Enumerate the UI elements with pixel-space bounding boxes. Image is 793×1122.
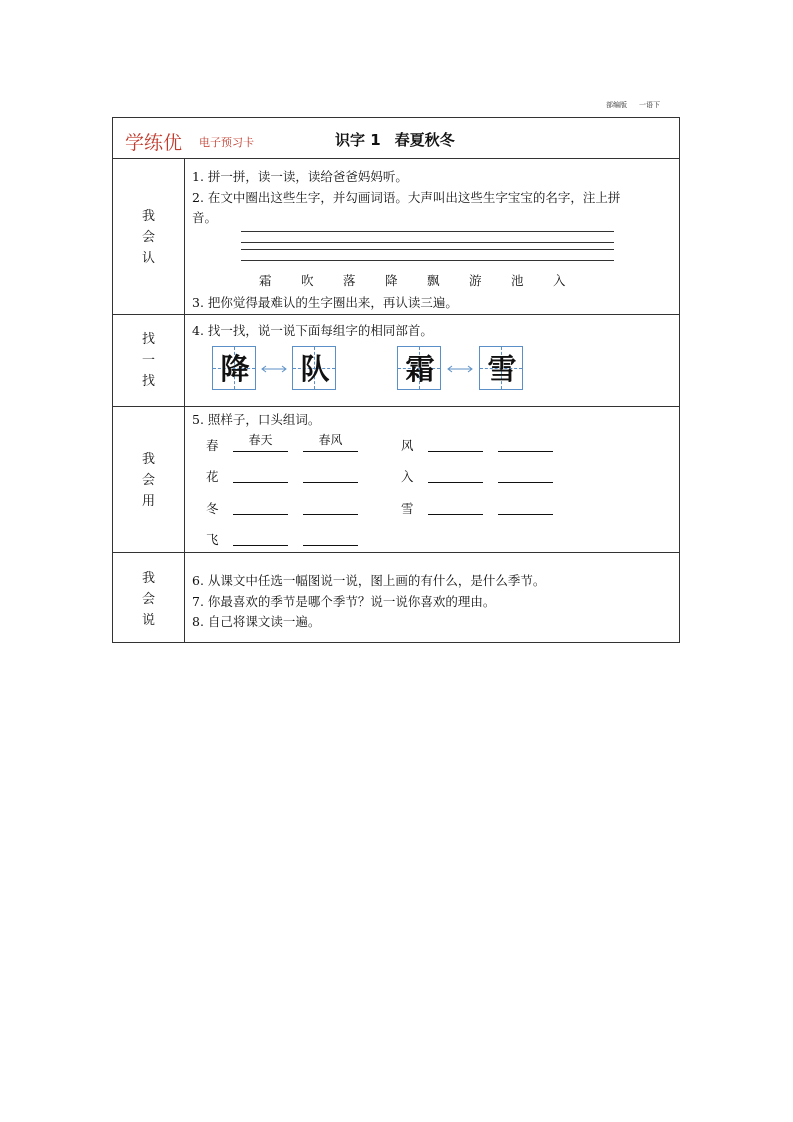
word-char: 花: [206, 469, 219, 484]
character: 落: [343, 273, 356, 288]
word-char: 春: [206, 438, 219, 453]
word-blank: [303, 496, 358, 515]
word-blank: [498, 496, 553, 515]
word-blank: [498, 433, 553, 452]
word-char: 入: [401, 469, 414, 484]
character: 游: [469, 273, 482, 288]
row-divider: [113, 158, 679, 159]
double-arrow-icon: [260, 364, 288, 374]
word-blank: [428, 464, 483, 483]
word-char: 雪: [401, 501, 414, 516]
character-grid-box: [292, 346, 336, 390]
word-char: 冬: [206, 501, 219, 516]
lesson-name: 春夏秋冬: [394, 131, 455, 149]
task-2-text: 2. 在文中圈出这些生字，并勾画词语。大声叫出这些生字宝宝的名字，注上拼: [192, 190, 621, 205]
task-8-text: 8. 自己将课文读一遍。: [192, 614, 321, 629]
word-blank: [428, 496, 483, 515]
word-blank: [233, 496, 288, 515]
word-blank: 春风: [303, 433, 358, 452]
row-divider: [113, 406, 679, 407]
section-label-find: 找 一 找: [141, 332, 155, 389]
character: 飘: [427, 273, 440, 288]
task-7-text: 7. 你最喜欢的季节是哪个季节？说一说你喜欢的理由。: [192, 594, 496, 609]
word-blank: [233, 527, 288, 546]
task-2-text-cont: 音。: [192, 210, 218, 225]
lesson-number: 识字 1: [335, 131, 381, 149]
character-grid-box: [479, 346, 523, 390]
grid-character: 雪: [487, 352, 517, 386]
header-note: [606, 100, 672, 110]
character: 吹: [301, 273, 314, 288]
character: 入: [553, 273, 566, 288]
character: 霜: [259, 273, 272, 288]
lesson-title: [335, 129, 455, 150]
character-row: [259, 271, 595, 289]
task-1-text: 1. 拼一拼，读一读，读给爸爸妈妈听。: [192, 169, 408, 184]
word-blank: [303, 527, 358, 546]
grid-character: 队: [300, 352, 330, 386]
grid-character: 降: [220, 352, 250, 386]
word-char: 飞: [206, 532, 219, 547]
row-divider: [113, 552, 679, 553]
section-label-speak: 我 会 说: [141, 571, 155, 628]
task-3-text: 3. 把你觉得最难认的生字圈出来，再认读三遍。: [192, 295, 458, 310]
word-blank: [233, 464, 288, 483]
word-char: 风: [401, 438, 414, 453]
pinyin-writing-lines: [241, 231, 614, 271]
row-divider: [113, 314, 679, 315]
brand-subtitle: 电子预习卡: [199, 136, 254, 149]
word-blank: [498, 464, 553, 483]
column-divider: [184, 158, 185, 642]
character-grid-box: [397, 346, 441, 390]
character-grid-box: [212, 346, 256, 390]
word-blank: [303, 464, 358, 483]
preview-card: [112, 117, 680, 643]
edition-label: 部编版: [606, 101, 627, 109]
word-blank: [428, 433, 483, 452]
task-5-text: 5. 照样子，口头组词。: [192, 412, 321, 427]
character: 降: [385, 273, 398, 288]
word-blank: 春天: [233, 433, 288, 452]
double-arrow-icon: [446, 364, 474, 374]
task-4-text: 4. 找一找，说一说下面每组字的相同部首。: [192, 323, 433, 338]
grid-character: 霜: [405, 352, 435, 386]
section-label-recognize: 我 会 认: [141, 209, 155, 266]
grade-label: 一语下: [639, 101, 660, 109]
character: 池: [511, 273, 524, 288]
section-label-use: 我 会 用: [141, 452, 155, 509]
brand-name: 学练优: [125, 132, 183, 154]
task-6-text: 6. 从课文中任选一幅图说一说，图上画的有什么，是什么季节。: [192, 573, 546, 588]
